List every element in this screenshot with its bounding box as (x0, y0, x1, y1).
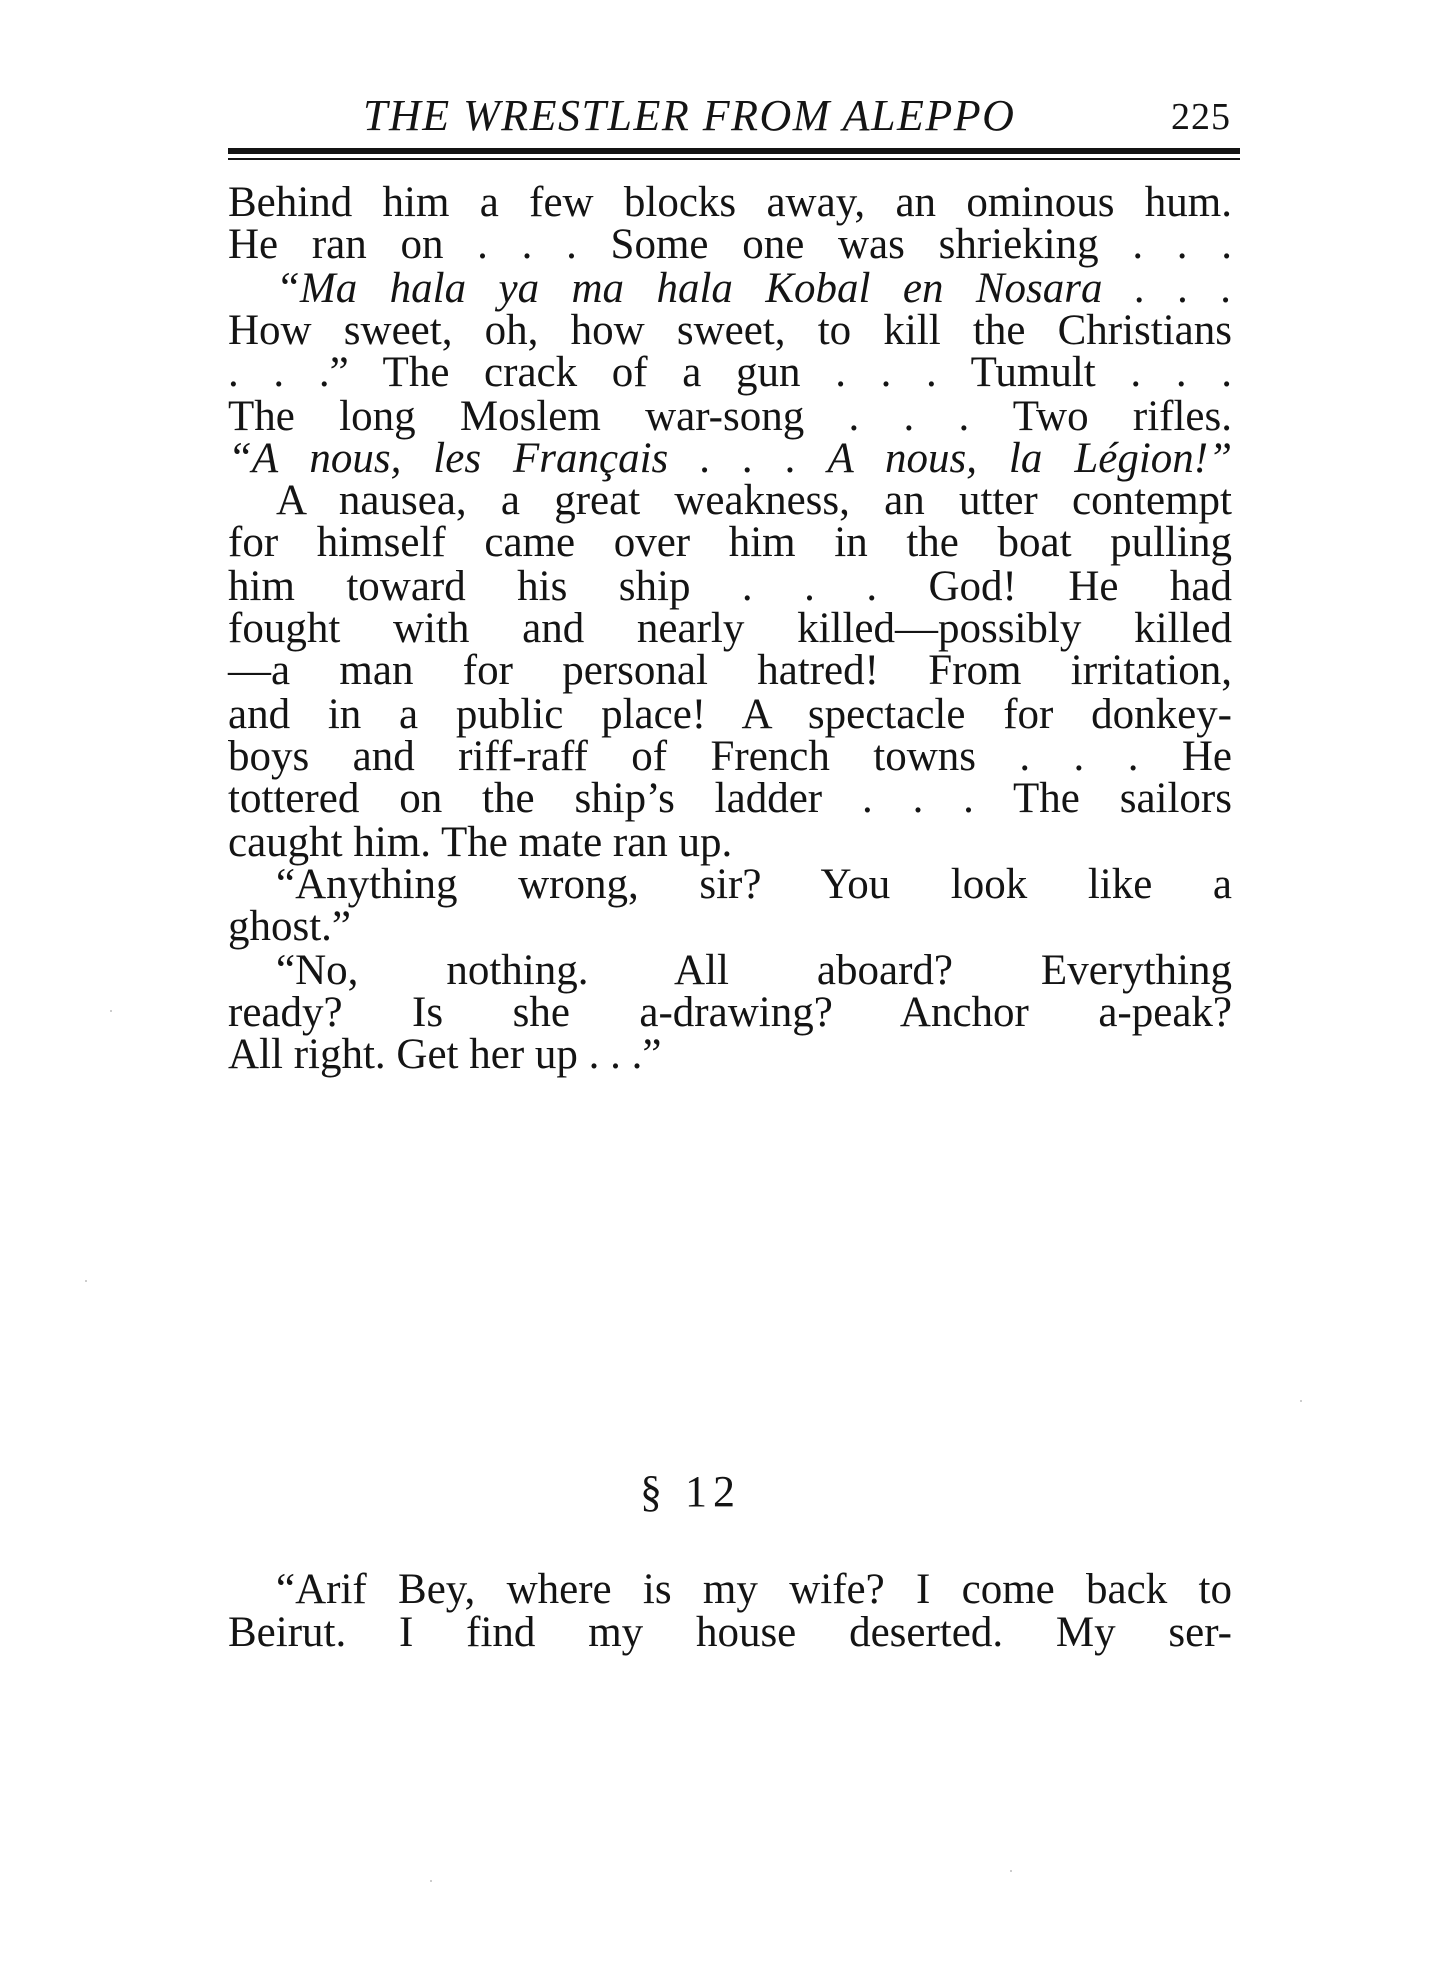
text-line: ghost.” (228, 903, 352, 950)
text-line: “Anything wrong, sir? You look like a (276, 861, 1232, 908)
paper-speck (1010, 1870, 1012, 1872)
text-line: How sweet, oh, how sweet, to kill the Christians (228, 307, 1232, 354)
text-line: All right. Get her up . . .” (228, 1031, 662, 1078)
paper-speck (85, 1280, 87, 1282)
running-header (228, 85, 1236, 145)
text-line: “Arif Bey, where is my wife? I come back to (276, 1566, 1232, 1613)
text-line: boys and riff-raff of French towns . . . He (228, 733, 1232, 780)
text-line: caught him. The mate ran up. (228, 819, 733, 866)
section-heading: § 12 (640, 1467, 741, 1516)
text-line: “A nous, les Français . . . A nous, la Légion!” (228, 435, 1232, 482)
text-line: for himself came over him in the boat pulling (228, 519, 1232, 566)
paper-speck (110, 1010, 112, 1012)
text-line: tottered on the ship’s ladder . . . The sailors (228, 775, 1232, 822)
text-line: “Ma hala ya ma hala Kobal en Nosara . . . (276, 265, 1232, 312)
text-line: ready? Is she a-drawing? Anchor a-peak? (228, 989, 1232, 1036)
text-line: Behind him a few blocks away, an ominous hum. (228, 179, 1232, 226)
text-line: He ran on . . . Some one was shrieking . . . (228, 221, 1232, 268)
running-title: THE WRESTLER FROM ALEPPO (363, 91, 1016, 140)
text-line: “No, nothing. All aboard? Everything (276, 947, 1232, 994)
text-line: Beirut. I find my house deserted. My ser- (228, 1609, 1232, 1656)
header-rule-thick (228, 148, 1240, 154)
text-line: fought with and nearly killed—possibly killed (228, 605, 1232, 652)
text-line: and in a public place! A spectacle for donkey- (228, 691, 1232, 738)
page-number: 225 (1171, 96, 1231, 138)
text-line: The long Moslem war-song . . . Two rifles. (228, 393, 1232, 440)
paper-speck (1300, 1400, 1302, 1402)
paper-speck (430, 1880, 432, 1882)
text-line: him toward his ship . . . God! He had (228, 563, 1232, 610)
text-line: A nausea, a great weakness, an utter contempt (276, 477, 1232, 524)
text-line: . . .” The crack of a gun . . . Tumult . . . (228, 349, 1232, 396)
text-line: —a man for personal hatred! From irritation, (228, 647, 1232, 694)
header-rule-thin (228, 158, 1240, 160)
